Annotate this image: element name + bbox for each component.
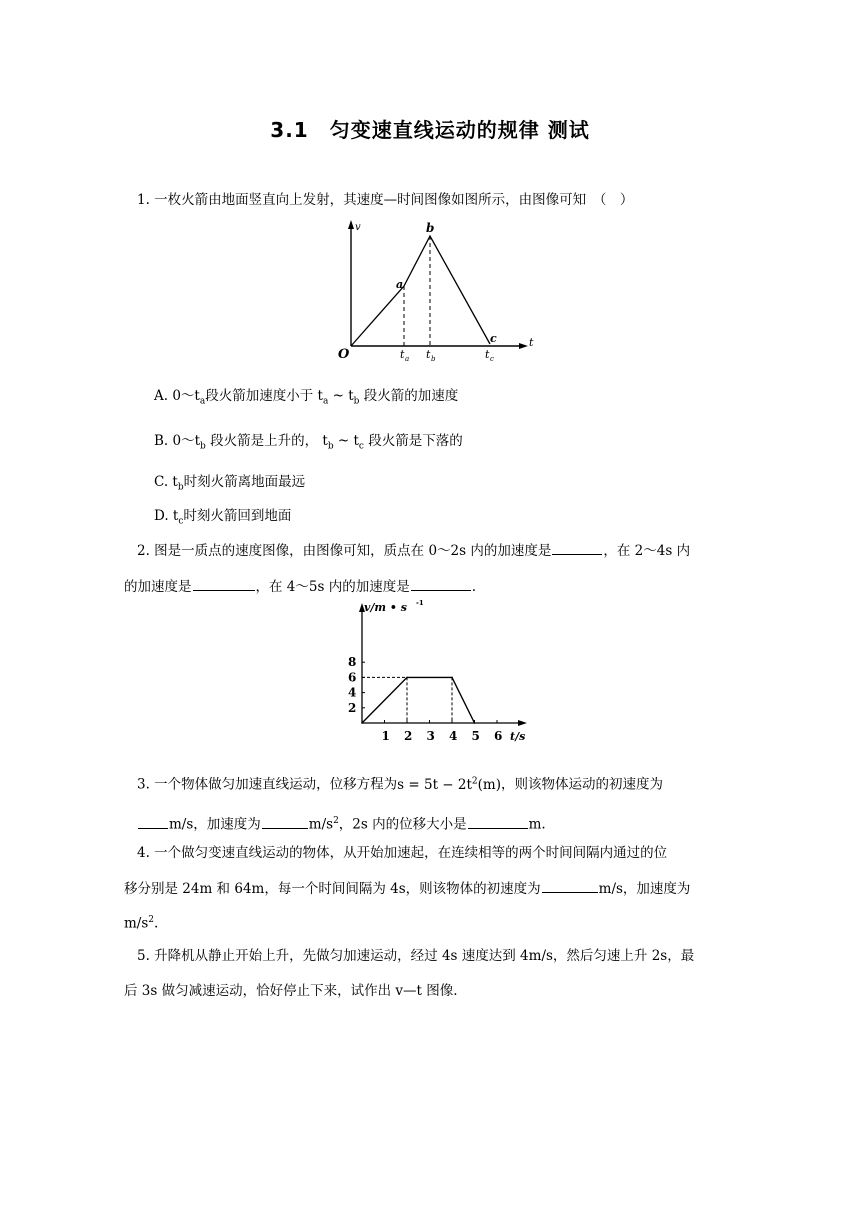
question-4-line-2: 移分别是 24m 和 64m，每一个时间间隔为 4s，则该物体的初速度为 m/s，加速度为 (124, 878, 690, 899)
q2-data-point (406, 677, 408, 679)
q2-y-axis-label: v/m • s (364, 601, 407, 614)
question-5-line-1: 5. 升降机从静止开始上升，先做匀加速运动，经过 4s 速度达到 4m/s，然后匀速上升 2s，最 (137, 948, 695, 964)
q1-v-axis-arrow (348, 220, 354, 229)
q2-x-axis-label: t/s (510, 730, 526, 743)
question-2-line-2: 的加速度是 ，在 4～5s 内的加速度是 . (124, 576, 476, 597)
q2-velocity-chart (336, 600, 536, 750)
q1-origin-label: O (338, 347, 350, 362)
answer-blank[interactable] (411, 576, 471, 591)
q2-velocity-line (362, 677, 475, 723)
option-1d: D. $t_c$时刻火箭回到地面 (154, 508, 292, 527)
question-4-line-3: $m/s^2$. (124, 915, 159, 932)
q2-y-tick-label: 2 (348, 700, 357, 715)
page-title: 3.1 匀变速直线运动的规律 测试 (270, 118, 590, 142)
q1-point-b: b (426, 221, 435, 235)
q1-point-c: c (490, 332, 497, 345)
q2-x-tick-label: 2 (404, 729, 413, 743)
q2-t-axis-arrow (518, 720, 527, 726)
q1-t-label: t (529, 336, 534, 349)
q2-data-point (451, 677, 453, 679)
q2-x-tick-label: 3 (426, 729, 435, 743)
question-5-line-2: 后 3s 做匀减速运动，恰好停止下来，试作出 v—t 图像. (124, 983, 458, 999)
q1-v-label: v (355, 222, 361, 233)
q2-y-tick-label: 6 (348, 670, 357, 685)
option-1b: B. $0\sim t_b$ 段火箭是上升的， $t_b$ ~ $t_c$ 段火箭是下落的 (154, 433, 463, 452)
question-3-line-1: 3. 一个物体做匀加速直线运动，位移方程为$s = 5t - 2t^2(m)$，则该物体运动的初速度为 (137, 776, 663, 793)
q2-x-tick-label: 4 (449, 729, 458, 743)
question-2-line-1: 2. 图是一质点的速度图像，由图像可知，质点在 0～2s 内的加速度是 ，在 2～4s 内 (137, 540, 690, 561)
question-1-text: 1. 一枚火箭由地面竖直向上发射，其速度—时间图像如图所示，由图像可知 （ ） (137, 192, 634, 208)
q2-y-axis-label-sup: -1 (416, 600, 424, 607)
q1-point-a: a (396, 278, 404, 291)
q1-tick-tc-sub: c (490, 355, 494, 363)
question-4-line-1: 4. 一个做匀变速直线运动的物体，从开始加速起，在连续相等的两个时间间隔内通过的位 (137, 845, 668, 861)
answer-blank[interactable] (542, 878, 598, 893)
q1-velocity-line (351, 236, 490, 346)
q1-velocity-time-figure (332, 218, 542, 373)
q2-y-tick-label: 8 (348, 655, 357, 670)
displacement-formula: $s = 5t - 2t^2(m)$ (397, 776, 501, 793)
q1-tick-tb: t (426, 348, 431, 361)
option-1a: A. $0\sim t_a$段火箭加速度小于 $t_a$ ~ $t_b$ 段火箭的加速度 (154, 388, 459, 407)
answer-blank[interactable] (552, 540, 602, 555)
question-3-line-2: m/s，加速度为 $m/s^2$，2s 内的位移大小是 m. (137, 811, 546, 835)
answer-blank[interactable] (262, 814, 308, 829)
q1-t-axis-arrow (519, 343, 528, 349)
q2-data-point (361, 722, 363, 724)
q2-x-tick-label: 1 (381, 729, 390, 743)
q1-tick-ta: t (400, 348, 405, 361)
q2-x-tick-label: 5 (471, 729, 480, 743)
q1-tick-tb-sub: b (431, 355, 436, 363)
answer-blank[interactable] (193, 576, 255, 591)
q1-tick-tc: t (485, 348, 490, 361)
answer-blank[interactable] (468, 814, 528, 829)
q2-x-tick-label: 6 (494, 729, 503, 743)
answer-blank[interactable] (138, 814, 168, 829)
option-1c: C. $t_b$时刻火箭离地面最远 (154, 474, 306, 493)
q2-y-tick-label: 4 (348, 685, 357, 700)
q1-tick-ta-sub: a (405, 355, 410, 363)
